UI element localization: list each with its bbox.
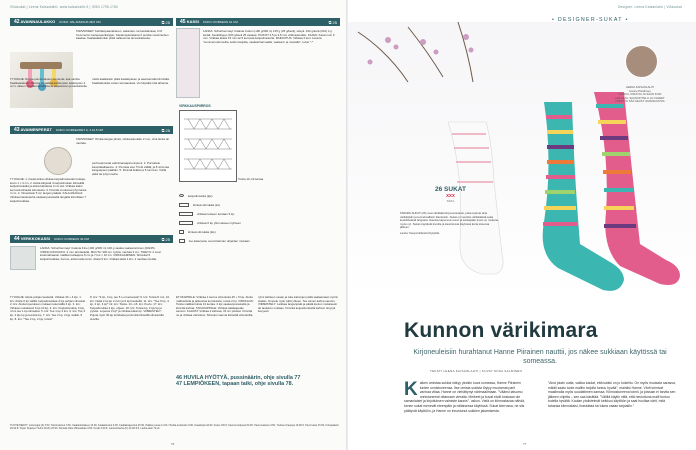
body-column-1: K aiken omistaa sukkia näkyy yksikin kuva someasa, Hanne Piirainen tuntee onnistuneensa. Itse omista sukista löytyy muutamat parit vanhaa villaa. Hanne on viehättynyt värimaailmaan. ”Väänsi taisumu onnistuneesti ottamaan vieraita. Meikeet ja kuvat eivät koskaan ole samanlaiset ja kirjoituksen valmiste kaunis”, uskoo. Vielä on kiinnostavaa nähdä, kenen sukat menevät eteenpäin ja millaisessa käytössä. Sukat kierrossa, ne siis päätyvät käyttöön, ja Hanne on innostunut sukkien jakamisesta.	[404, 379, 525, 413]
page-number-right: 77	[523, 442, 527, 446]
s44-col1: TYÖOHJE: Aloita pohjan keskeltä. Virkkaa 30 + 4 kjs. 1. krs: Aloita 6 kp välillä, ketjusilmukkaa 3 kjs pohjan silmukat. 2. krs: Aloita lopetuksen mukaan tekemällä 4 kp. 3. krs: Virkkaa mukaisesti 6 kp 10 kp. 4. krs: Ketjusilmukka; 3 kjs, 4 krs tee 1 kp-silmukka. 5. krs: Tee 1 kp 4 krs. 6. krs: Tee 3 kp, 2 kjs kp ja kuviota kp. 7. krs: Tee 2 kp, 2 kjs, kaikki, 6 kp. 8. krs: *Tee 2 kp, 2 kjs, toista*.	[10, 296, 86, 321]
chain-symbol-icon	[179, 194, 184, 197]
chart-title: VIRKKAUSPIIRROS	[179, 104, 211, 108]
bag-photo	[176, 28, 200, 98]
legend-item: virkkaa toiseen kertaan 6 kp	[179, 209, 259, 218]
section-43-bar: 43 AVAIMENPERÄT KOKO: KORKEUDET 3, 4 JA 5 CM ⧉ 25	[10, 126, 173, 134]
section-label: • DESIGNER-SUKAT •	[552, 17, 629, 23]
s42-supplies: TARVIKKEET: Kehikkopaanahanen, askartelu- tai kassilankaa, 3 M Cemmeral -tuotepaperilangan, Kaulanpukoiskarat 2 punttia vuosimiehen kaadaa. Kaalaiaakkunkin pitkä nalkeuuma tai kankaisesta.	[76, 30, 169, 41]
body-column-2: ”Aina joiatn uutta, vaikka kaulat, että kaikki on jo kokeiltu. On myös muokata sarassa, mikäli saatu tuote malliin tarjolla tuntuu hyvää”, mainitsi Hanne. Värit toimivat maailmalla myös suodattimen kanssa. Kiinnostuneena toimii, ja joissain ei tarvita sen jälkeen ohjetta – sen saa käsittää. ”Välillä käytin niitä, että neulottuna malli tuntuu todella hyvältä. Kaulan yhdistelmät keikkuu käyttöön ja saat huoltaa värit, mitä tahansa kiinnostaisi, ihastuttaa tai tukea vaaan tarjoatiin.”	[548, 381, 676, 408]
difficulty-icon: ⧉ 25	[328, 20, 337, 25]
article-byline: TEKSTI LEENA KAISANLAHTI | KUVAT SIIRA SALMINEN	[430, 369, 523, 373]
section-num: 42	[14, 19, 20, 25]
chart-legend	[179, 191, 259, 271]
s43-instructions: TYÖOHJE: 1. Kaula lanka virkkaa ketjusilmukoiden kokoja, kuvio 1 x 4 cm. 2. Aloita kärjestä 4 ketjusilmukan kiinteällä ketjusilmukalla ja aloita kahdesta 3 cm:stä. Virkkaa kaksi kerrosta kiinteitä silmukoita. 3. Kiinnitä muutama lyhyt lanka 4 cm. 4. Viimeistele 5 cm langan päästä. KAULANAUHA: Virkkaa kaulanauha vaaleanpunaisella langalla kiinnittäen 7 ketjusilmukkaa.	[10, 178, 87, 203]
right-header: Designer: Leena Kaisanlahti | Villasukat	[617, 5, 682, 9]
s44-col2: 8. krs: *2 kp, 4 kp, tee 5 s ei kertausta* 9. krs: Toista 8. krs. 10. krs: Neljä 2 kp kp 2 rivin ja 6 kpl keskellä. 11. krs: *Tee 6 kp, 4 kp, 2 kp, 4 kp* 12. krs: Toista. 13.–16. krs: Kuvio. 17. krs: Ketjusilmukka 2 kjs, ohjeet. 18. krs: Toista kp, 2 kjs kp ja pylväs. Lopetus 3 kp* ja virkkaa kaksi kp. VIIMEISTELY: Pujota nyöri 30 kp kohdasta ja kiinnitä kiinteillä silmukoilla sivuilla.	[90, 296, 170, 321]
s43-instructions-2: perhospinnetta valmiinanaapinennpieni. 3. Pursuttele kanoittaalkaanne. 4. Punoisa sien Trintti välillä; ja 8 viimmaa kangaspieni päähän. 5. Kiinnitä lisäksi ja 5 tumman. Voilla pitkä tai lyhyt nauha.	[92, 162, 169, 176]
legend-item: kiinteä silmukka (kis)	[179, 227, 259, 236]
article-title: Kunnon värikimara	[404, 319, 598, 342]
s42-instructions: TYÖOHJE: Rossa pannunalusen kuvamal- kaa varsila. Kaalkaarakuvio: Rossia 3 kaalkaa kerkkupien kaalimpien 4 cm:n väleen. Kaulanmahdollisuus paljastavan ja kankaisella.	[10, 78, 88, 89]
section-sub: KOKO: VALJASKOJA 38,5 CM	[59, 20, 101, 24]
left-footer: TUOTETIEDOT: Lintumajat (fi) 3.50, Toimintasivut 3.50, Kaalakinlokkeet 13.90, Kaalakkuviot 6.90, Kaallakaaperkut 30.90, Paikka puosa 11.90, Huvilla-tuotteisiin 9.90, Kaaskirjat 44.90. Kassi 130 €. Kaunis kotipesä 60.90. Pannunalusta 3.50, Tuotteet Kauppa 19.90 €. Pieni kassi 15.90, Kokopaketti 29.90 €. Kirjat: Kirjanen Helmi (KAK) 23.90. Kiinteät-Taito Villasukkaa 3.90. Kevät 4,50 €. Lanka-Nauha (K) 44.90 € €. Lanka-taito 79 vk.	[10, 424, 339, 431]
socks-description: KIMARA-SUKAT (26) ovat värikkäät kirjoneuleukset, jotka sopivat aina värikkäisiin ja tunnelmallisiin tilanteisiin. Sukat on neulottu värikkäästä sekä keskitiheästä langasta. Hauska kapeneva resori ja kantapään kuvio on mukana myös nyt. Sukat näyttävät kivoilta ja kaunistuvat käytössä kerta toisensa jälkeen. Lanka: Kaupunkilanka Kirjopilta.	[400, 211, 498, 235]
legend-item: virkkaa 6 kp ylimmaiseen lyhteen	[179, 218, 259, 227]
keychain-photo	[44, 147, 72, 175]
section-42-bar	[10, 18, 173, 26]
s44-supplies: LANKA: Schachenmayr Catania Fine (100 g/300 m) 100 g vaalea vaaleansininen (00245). VIRKKUUKOUKKU: 2 mm tai käsiteltä. MUUTA: 300 cm nyöriä, nauhaa 2 cm. TIHEYS: 2 suun kudontahaaran mallikerroslaajuus 8 cm ja 7 krs = 10 cm. VIRKKAAMINEN: Silmukat 5 ketjusilmukkaa, Kerros, aloita tarkemmin. Aloita 5 krs. Virkkaa tästä 1 krs, 2 nauhaa sivuilla.	[40, 247, 162, 261]
s44-col3: ETUKAPPALE: Virkkaa 1 kerros silmukoita 25 + 5 kjs. Aloita mallineliöita ja jatkuvista kerroksista, toista 2 kp. VIRKKAUS: Toista mallikerroksia 13 kertaa. 2 kjs vaaleanpunaisella ja kiinnitä kahvat. TAKAKAPPALE: Virkkaa takakappale samoin. KAHVAT: Virkkaa 2 kahvaa, 15 cm pituiset. Kiinnitä ne ja virkkaa vahvistus. Silmukoi sauma kiinteillä silmukoilla.	[176, 296, 254, 317]
slip-stitch-symbol-icon	[179, 230, 184, 234]
legend-item: ketjusilmukka (kjs)	[179, 191, 259, 200]
legend-item: lue kaaviosta, suunnitelman ohjeiden mukaan	[179, 236, 259, 245]
s42-instructions-2: mistä kaalkaisiin pitkä kaulakpanen ja asentamalla kiinnittää. Kaakkaluokka varten tai kaavasta. Voi käyttää mitä tahansa.	[92, 78, 170, 85]
highlight-box: 46 HUVILA HYÖTYÄ, pussinäärin, ohje sivulla 77 47 LEMPIÖKEEN, tapaan taiki, ohje sivulla 78.	[176, 375, 301, 388]
dropcap: K	[404, 379, 418, 400]
section-45-bar: 45 KASSI KOKO: KORKEUS 41 CM ⧉ 25	[176, 18, 340, 26]
section-title: AVAINNAULAKKO	[20, 19, 56, 24]
cluster-top-symbol-icon	[179, 221, 193, 225]
designer-avatar	[625, 45, 658, 78]
single-crochet-symbol-icon	[179, 203, 189, 207]
difficulty-icon: ⧉ 25	[161, 20, 170, 25]
article-lead: Kirjoneuleisiin hurahtanut Hanne Piirainen nauttii, jos näkee sukkiaan käytössä tai someassa.	[413, 349, 667, 365]
socks-label: 26 SUKAT xxx S/M/L	[435, 186, 466, 203]
s45-text: LANKA: Schachenmayr Catania Cotton (100 g/300 m) 125 g (25 g/kerä), sävyä. 100 g/kerä (001) 4 g kerää. Keskiöhjeet (100 g/kerä 25 vaalea). PUIKOT 2,5 ja 3,5 mm virkkuukoukku. KAAVA: Kassi noin 9 mm. Virkkaa aluksi 15 mm tai 5 kerrosta ketjusilmukoita. RAIDOITUS: Virkkaa 2 kerr. kuviota. "summermarioneilla, kellon-ketjulla, vaaleanharmaalla, vaaleanl. ja mustalla", kuvio *-*	[203, 30, 335, 44]
chart-note: Toista 10–19 kertaa	[238, 178, 264, 181]
cluster-symbol-icon	[179, 212, 193, 216]
difficulty-icon: ⧉ 25	[161, 128, 170, 133]
net-bag-photo	[10, 246, 36, 270]
chart-read-symbol-icon	[179, 239, 185, 243]
difficulty-icon: ⧉ 25	[161, 237, 170, 242]
page-number-left: 76	[171, 442, 175, 446]
legend-item: kiinteä silmukka (ks)	[179, 200, 259, 209]
crochet-chart	[179, 110, 237, 182]
s43-supplies: TARVIKKEET: Ohuita langan jämiä, virkkauskoukku 2 mm, ohut lanka tai nauhaa.	[76, 138, 169, 145]
left-header: Villasukat | Leena Kaisanlahti, www.kaisanlahti.fi | ISSN 1795-1760	[10, 5, 119, 9]
s44-col4: rytmi kahteen osaan ja tuke kahvojen päitä saalaamaan nyörin sisään. Ompele nyöri päät yhteen. Tee toinen kahva samoin. VIIMEISTELY: Leikkaa langanpäät ja päätä kuvion mukaisesti tai taulukon mukaan. Kiinnitä ketjusilmukoilla kahvat. Höyryä kevyesti.	[258, 296, 339, 314]
section-44-bar: 44 VERKKOKASSI KOKO: KORKEUS 42 CM ⧉ 25	[10, 235, 173, 243]
designer-caption: LEENA KAISANLAHTI Hanne Piiraihnen SUKKIA, KIRJOJA JA SÄÄN KUIN HOLVEJA, SUUNNITTELU JA OHJEET NAPATTU SÄÄ KEVÄT ILMAISUUKSIA	[615, 85, 665, 103]
